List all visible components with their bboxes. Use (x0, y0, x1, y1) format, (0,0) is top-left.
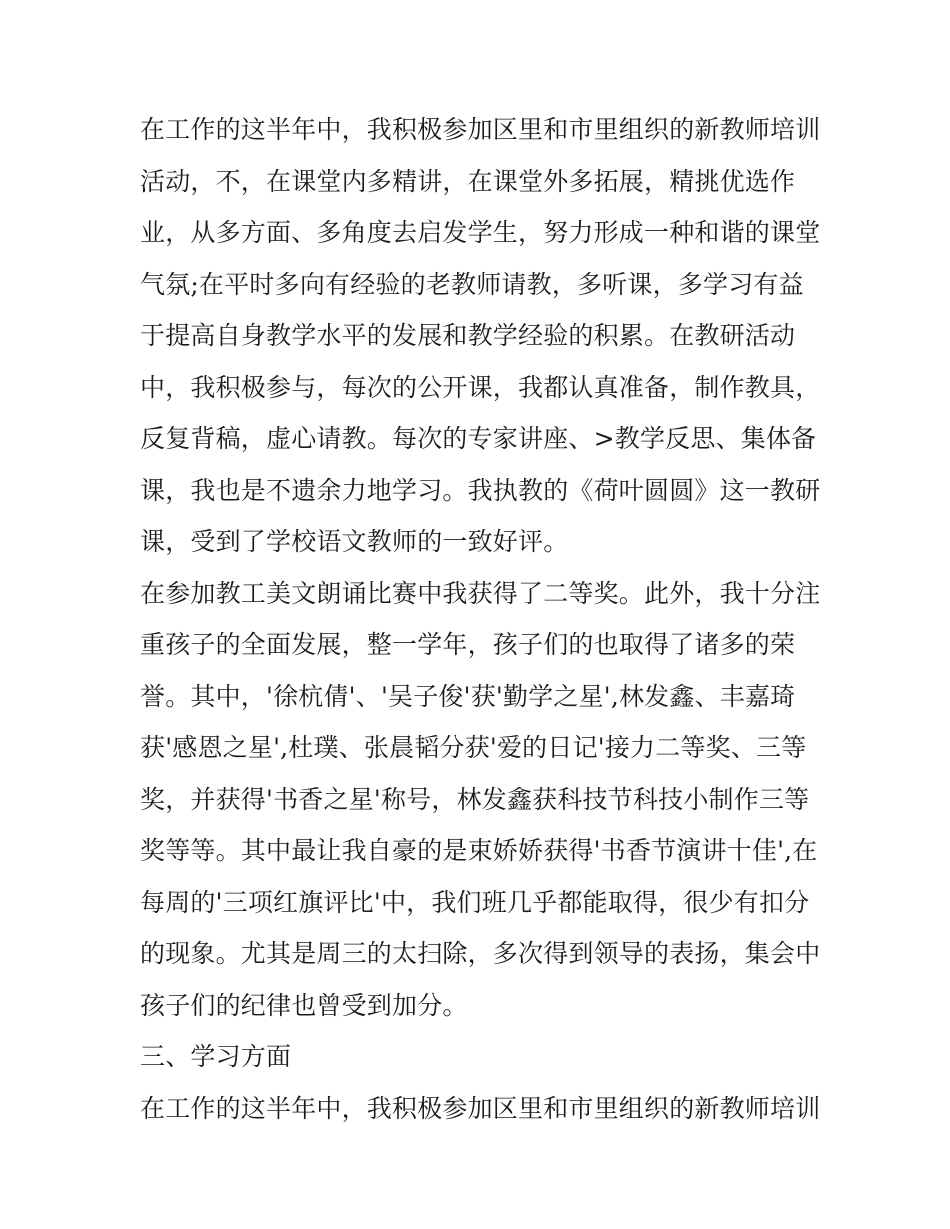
text-line: 重孩子的全面发展，整一学年，孩子们的也取得了诸多的荣 (140, 630, 796, 659)
text-line: 课，受到了学校语文教师的一致好评。 (140, 527, 569, 556)
text-line: 在参加教工美文朗诵比赛中我获得了二等奖。此外，我十分注 (140, 578, 821, 608)
text-line: 在工作的这半年中，我积极参加区里和市里组织的新教师培训 (140, 115, 821, 144)
text-line: 的现象。尤其是周三的太扫除，多次得到领导的表扬，集会中 (140, 939, 821, 968)
text-line: 活动，不，在课堂内多精讲，在课堂外多拓展，精挑优选作 (140, 166, 796, 196)
text-line: 于提高自身教学水平的发展和教学经验的积累。在教研活动 (140, 321, 796, 350)
text-line: 奖等等。其中最让我自豪的是束娇娇获得'书香节演讲十佳',在 (140, 836, 818, 865)
text-line: 中，我积极参与，每次的公开课，我都认真准备，制作教具， (140, 372, 821, 402)
body-text (140, 104, 821, 1134)
text-line: 反复背稿，虚心请教。每次的专家讲座、>教学反思、集体备 (140, 424, 817, 453)
text-line: 获'感恩之星',杜璞、张晨韬分获'爱的日记'接力二等奖、三等 (140, 733, 807, 762)
text-line: 课，我也是不遗余力地学习。我执教的《荷叶圆圆》这一教研 (140, 475, 821, 505)
text-line: 在工作的这半年中，我积极参加区里和市里组织的新教师培训 (140, 1093, 821, 1123)
section-heading: 三、学习方面 (140, 1042, 292, 1071)
text-line: 孩子们的纪律也曾受到加分。 (140, 990, 468, 1020)
text-line: 每周的'三项红旗评比'中，我们班几乎都能取得，很少有扣分 (140, 887, 810, 917)
text-line: 誉。其中，'徐杭倩'、'吴子俊'获'勤学之星',林发鑫、丰嘉琦 (140, 681, 796, 711)
text-line: 气氛;在平时多向有经验的老教师请教，多听课，多学习有益 (140, 269, 804, 299)
text-line: 业，从多方面、多角度去启发学生，努力形成一种和谐的课堂 (140, 218, 821, 247)
text-line: 奖，并获得'书香之星'称号，林发鑫获科技节科技小制作三等 (140, 784, 810, 814)
